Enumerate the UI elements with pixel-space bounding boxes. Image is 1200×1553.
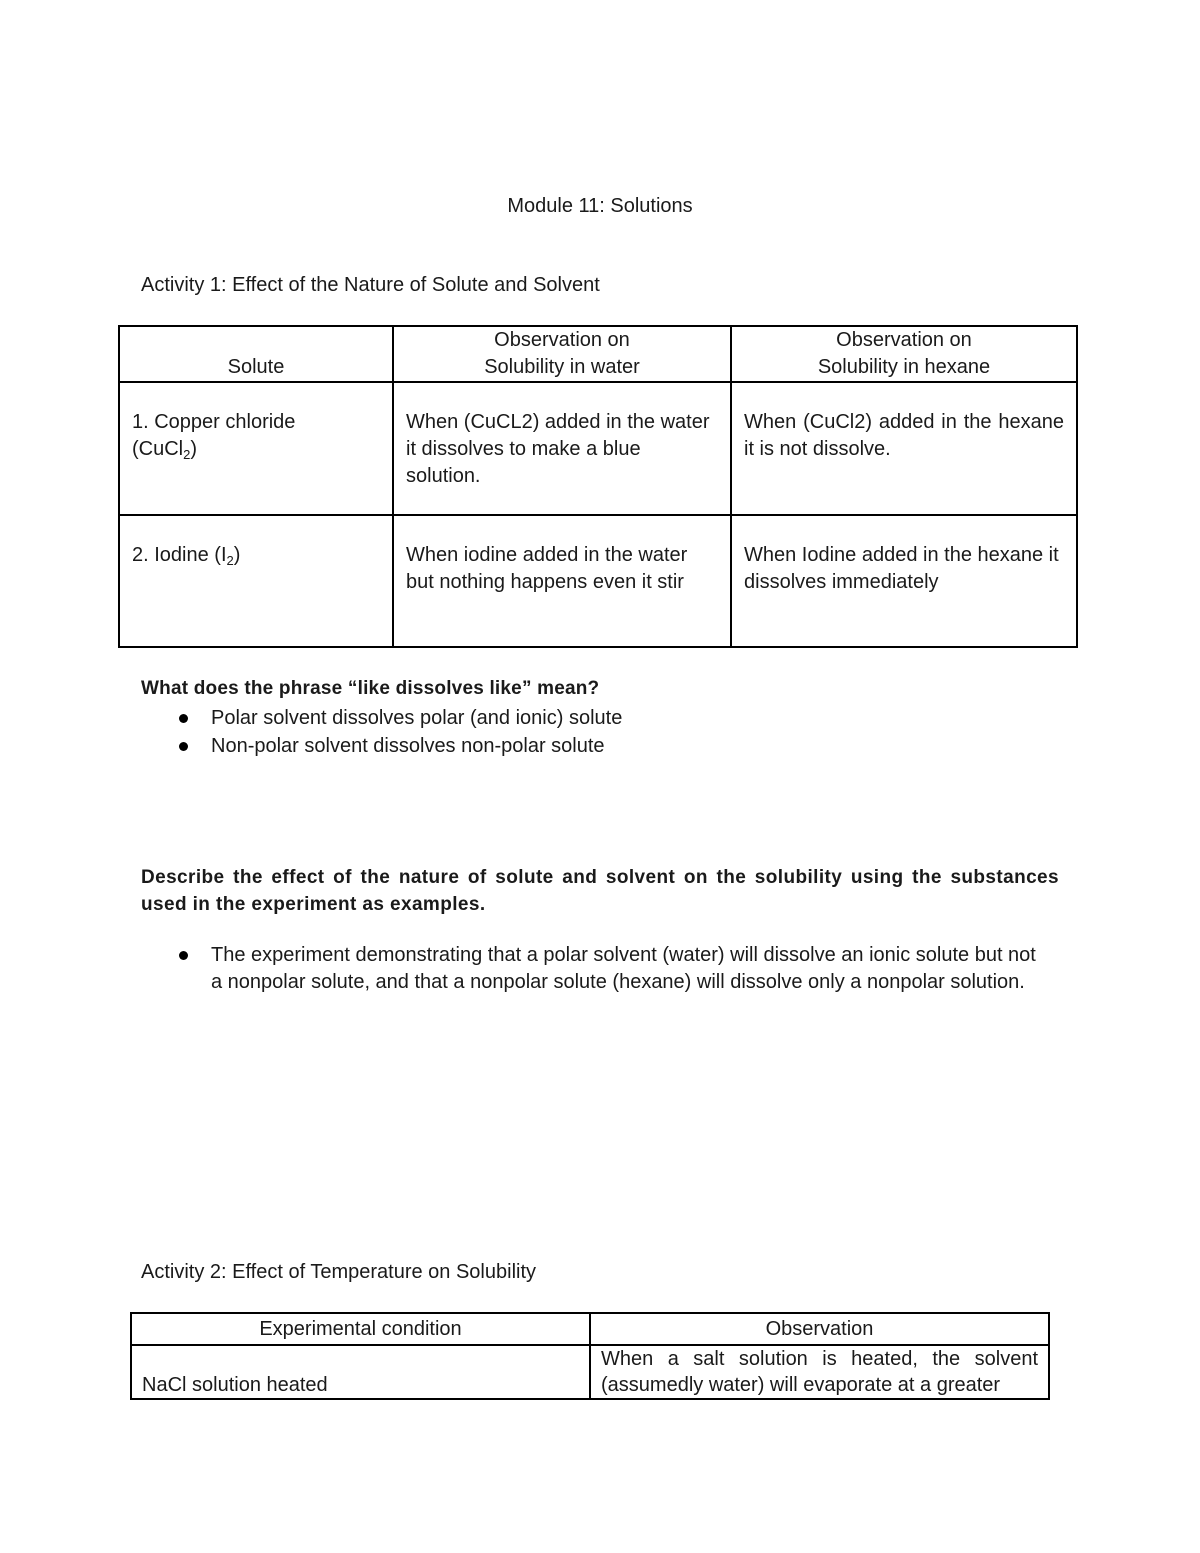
table-row bbox=[119, 515, 1077, 647]
hexane-observation-cell: When Iodine added in the hexane it dissolves immediately bbox=[731, 515, 1077, 647]
table-row bbox=[119, 382, 1077, 515]
header-water: Observation on Solubility in water bbox=[393, 326, 731, 382]
solubility-table bbox=[118, 325, 1078, 648]
bullet-icon bbox=[179, 951, 188, 960]
activity1-heading: Activity 1: Effect of the Nature of Solute and Solvent bbox=[141, 274, 600, 296]
condition-cell: NaCl solution heated bbox=[131, 1345, 590, 1399]
observation-cell: When a salt solution is heated, the solvent (assumedly water) will evaporate at a greater bbox=[590, 1345, 1049, 1399]
water-observation-cell: When (CuCL2) added in the water it dissolves to make a blue solution. bbox=[393, 382, 731, 515]
list-item: The experiment demonstrating that a polar solvent (water) will dissolve an ionic solute but not a nonpolar solute, and that a nonpolar solute (hexane) will dissolve only a nonpolar solution. bbox=[141, 942, 1041, 996]
bullet-icon bbox=[179, 714, 188, 723]
solute-cell: 1. Copper chloride (CuCl$_2$) bbox=[119, 382, 393, 515]
header-observation: Observation bbox=[590, 1313, 1049, 1345]
list-item: Polar solvent dissolves polar (and ionic) solute bbox=[141, 704, 1041, 732]
solute-cell: 2. Iodine $(I_2)$ bbox=[119, 515, 393, 647]
header-solute: Solute bbox=[119, 326, 393, 382]
activity2-heading: Activity 2: Effect of Temperature on Solubility bbox=[141, 1261, 537, 1283]
bullet-icon bbox=[179, 742, 188, 751]
table-header-row bbox=[131, 1313, 1049, 1345]
page-title: Module 11: Solutions bbox=[507, 195, 693, 217]
table-header-row bbox=[119, 326, 1077, 382]
temperature-table bbox=[130, 1312, 1050, 1400]
water-observation-cell: When iodine added in the water but nothing happens even it stir bbox=[393, 515, 731, 647]
answer-list bbox=[141, 942, 1041, 996]
answer-list bbox=[141, 704, 1041, 760]
question-describe-effect: Describe the effect of the nature of solute and solvent on the solubility using the substances used in the experiment as examples. bbox=[141, 867, 1059, 915]
question-like-dissolves-like: What does the phrase “like dissolves like” mean? bbox=[141, 678, 600, 699]
header-condition: Experimental condition bbox=[131, 1313, 590, 1345]
table-row bbox=[131, 1345, 1049, 1399]
header-hexane: Observation on Solubility in hexane bbox=[731, 326, 1077, 382]
hexane-observation-cell: When (CuCl2) added in the hexane it is not dissolve. bbox=[731, 382, 1077, 515]
list-item: Non-polar solvent dissolves non-polar solute bbox=[141, 732, 1041, 760]
